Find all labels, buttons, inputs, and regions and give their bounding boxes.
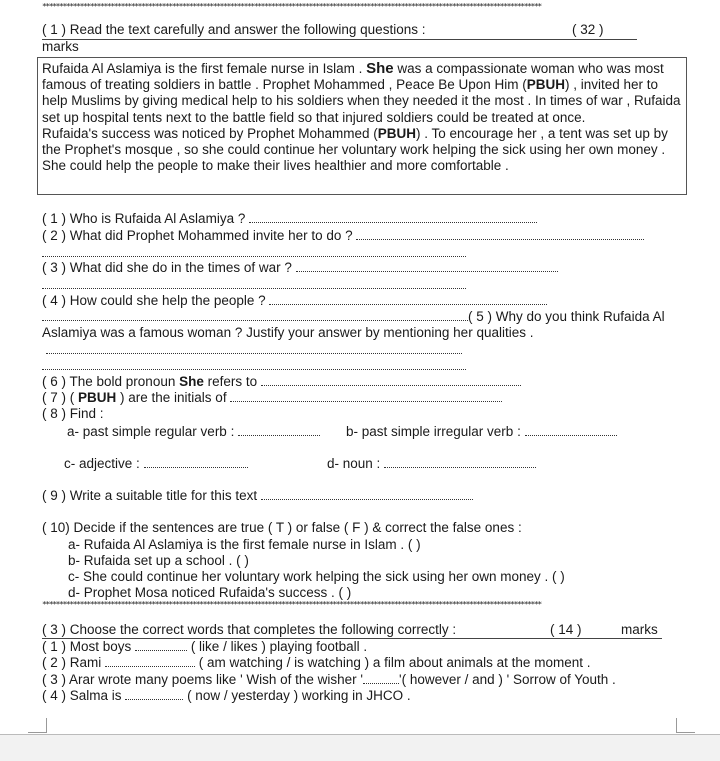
section3-title: ( 3 ) Choose the correct words that completes the following correctly : [42, 622, 457, 637]
question-7: ( 7 ) ( PBUH ) are the initials of [42, 390, 502, 406]
answer-line-2[interactable] [356, 228, 644, 240]
question-1: ( 1 ) Who is Rufaida Al Aslamiya ? [42, 211, 537, 227]
choice-item-1: ( 1 ) Most boys ( like / likes ) playing football . [42, 639, 368, 654]
question-5: Aslamiya was a famous woman ? Justify your answer by mentioning her qualities . [42, 325, 534, 340]
answer-line-5-row [46, 342, 462, 358]
answer-line-1[interactable] [249, 211, 537, 223]
crop-mark-bottom-left [28, 718, 47, 733]
section1-marks-label: marks [42, 39, 79, 54]
answer-line-7[interactable] [230, 390, 502, 402]
statement-10d: d- Prophet Mosa noticed Rufaida's success . ( ) [68, 585, 352, 600]
question-9: ( 9 ) Write a suitable title for this text [42, 488, 473, 504]
blank-3[interactable] [363, 672, 399, 684]
statement-10b: b- Rufaida set up a school . ( ) [68, 553, 249, 568]
answer-line-5[interactable] [46, 342, 462, 354]
question-6: ( 6 ) The bold pronoun She refers to [42, 374, 521, 390]
answer-line-4[interactable] [269, 293, 547, 305]
section1-title: ( 1 ) Read the text carefully and answer the following questions : [42, 22, 426, 37]
answer-line-9[interactable] [261, 488, 473, 500]
section1-underline [42, 39, 637, 40]
question-5-line: ( 5 ) Why do you think Rufaida Al [42, 309, 665, 325]
star-divider-top: ************************************************************************************************************************************************** [42, 3, 541, 11]
reading-passage-box [37, 57, 687, 195]
answer-line-8d[interactable] [384, 456, 536, 468]
question-8d: d- noun : [327, 456, 536, 472]
choice-item-4: ( 4 ) Salma is ( now / yesterday ) working in JHCO . [42, 688, 411, 703]
question-8: ( 8 ) Find : [42, 406, 104, 421]
statement-10a: a- Rufaida Al Aslamiya is the first female nurse in Islam . ( ) [68, 537, 421, 552]
question-2: ( 2 ) What did Prophet Mohammed invite her to do ? [42, 228, 644, 244]
answer-line-6[interactable] [261, 374, 521, 386]
blank-4[interactable] [125, 688, 183, 700]
answer-line-8a[interactable] [238, 424, 320, 436]
answer-line-2b-row [42, 245, 466, 261]
answer-line-8b[interactable] [525, 424, 617, 436]
blank-1[interactable] [135, 639, 187, 651]
answer-line-2b[interactable] [42, 245, 466, 257]
answer-line-3b[interactable] [42, 277, 466, 289]
passage-paragraph-2: Rufaida's success was noticed by Prophet Mohammed (PBUH) . To encourage her , a tent was set up by the Prophet's mosque , so she could continue her voluntary work helping the sick using her own money . She could help the people to make their lives healthier and more comfortable . [42, 125, 668, 174]
answer-line-5b[interactable] [42, 358, 466, 370]
section3-marks-value: ( 14 ) [550, 622, 582, 637]
question-3: ( 3 ) What did she do in the times of war ? [42, 260, 558, 276]
answer-line-3b-row [42, 277, 466, 293]
question-8a: a- past simple regular verb : [67, 424, 320, 440]
blank-2[interactable] [105, 655, 195, 667]
answer-line-3[interactable] [296, 260, 558, 272]
answer-line-4b[interactable] [42, 309, 468, 321]
answer-line-5b-row [42, 358, 466, 374]
question-8b: b- past simple irregular verb : [346, 424, 617, 440]
choice-item-3: ( 3 ) Arar wrote many poems like ' Wish of the wisher ' '( however / and ) ' Sorrow of Youth . [42, 672, 616, 687]
choice-item-2: ( 2 ) Rami ( am watching / is watching ) a film about animals at the moment . [42, 655, 591, 670]
statement-10c: c- She could continue her voluntary work helping the sick using her own money . ( ) [68, 569, 565, 584]
question-4: ( 4 ) How could she help the people ? [42, 293, 547, 309]
question-8c: c- adjective : [64, 456, 248, 472]
passage-paragraph-1: Rufaida Al Aslamiya is the first female nurse in Islam . She was a compassionate woman who was most famous of treating soldiers in battle . Prophet Mohammed , Peace Be Upon Him (PBUH) , invited her to help Muslims by giving medical help to his soldiers when they needed it the most . In times of war , Rufaida set up hospital tents next to the battle field so that injured soldiers could be treated at once. [42, 60, 681, 125]
crop-mark-bottom-right [676, 718, 695, 733]
viewer-bottom-bar [0, 734, 720, 761]
bold-pronoun-she: She [366, 60, 394, 77]
answer-line-8c[interactable] [144, 456, 248, 468]
question-10: ( 10) Decide if the sentences are true ( T ) or false ( F ) & correct the false ones : [42, 520, 522, 535]
star-divider-middle: ************************************************************************************************************************************************** [42, 601, 541, 609]
section3-marks-label: marks [621, 622, 658, 637]
section1-marks-value: ( 32 ) [572, 22, 604, 37]
